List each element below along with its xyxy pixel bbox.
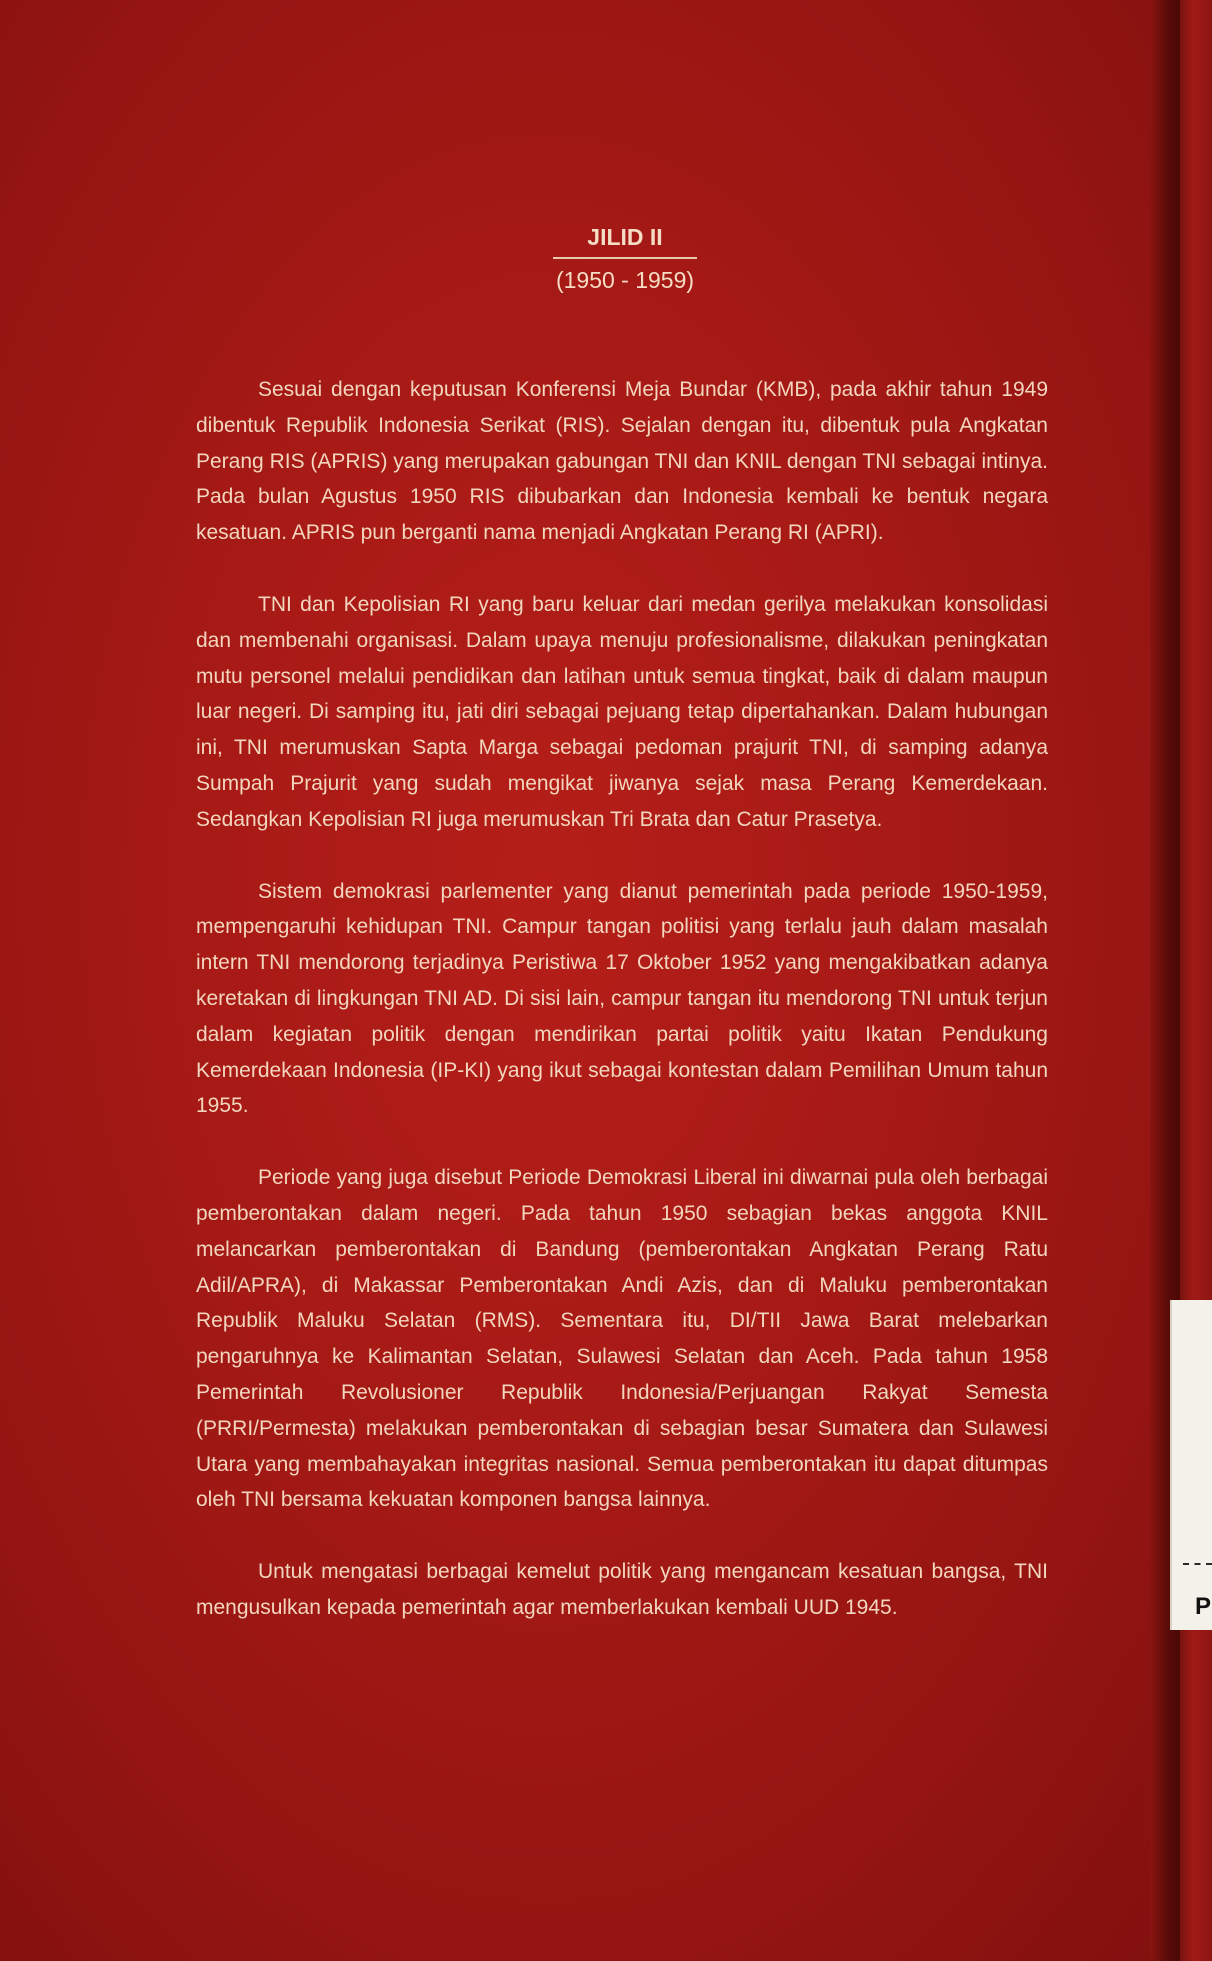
volume-title: JILID II	[587, 224, 663, 250]
paragraph: Sistem demokrasi parlementer yang dianut pemerintah pada periode 1950-1959, mempengaruhi kehidupan TNI. Campur tangan politisi yang terlalu jauh dalam masalah intern TNI mendorong terjadinya Peristiwa 17 Oktober 1952 yang mengakibatkan adanya keretakan di lingkungan TNI AD. Di sisi lain, campur tangan itu mendorong TNI untuk terjun dalam kegiatan politik dengan mendirikan partai politik yaitu Ikatan Pendukung Kemerdekaan Indonesia (IP-KI) yang ikut sebagai kontestan dalam Pemilihan Umum tahun 1955.	[196, 879, 1048, 1118]
volume-header	[545, 222, 705, 295]
page-dashed-line	[1183, 1563, 1212, 1565]
volume-period: (1950 - 1959)	[555, 267, 695, 293]
paragraph: TNI dan Kepolisian RI yang baru keluar dari medan gerilya melakukan konsolidasi dan membenahi organisasi. Dalam upaya menuju profesionalisme, dilakukan peningkatan mutu personel melalui pendidikan dan latihan untuk semua tingkat, baik di dalam maupun luar negeri. Di samping itu, jati diri sebagai pejuang tetap dipertahankan. Dalam hubungan ini, TNI merumuskan Sapta Marga sebagai pedoman prajurit TNI, di samping adanya Sumpah Prajurit yang sudah mengikat jiwanya sejak masa Perang Kemerdekaan. Sedangkan Kepolisian RI juga merumuskan Tri Brata dan Catur Prasetya.	[196, 592, 1048, 831]
protruding-page-letter: P	[1195, 1593, 1212, 1620]
title-underline	[553, 257, 697, 259]
spine-shadow	[1150, 0, 1180, 1961]
paragraph: Periode yang juga disebut Periode Demokrasi Liberal ini diwarnai pula oleh berbagai pemberontakan dalam negeri. Pada tahun 1950 sebagian bekas anggota KNIL melancarkan pemberontakan di Bandung (pemberontakan Angkatan Perang Ratu Adil/APRA), di Makassar Pemberontakan Andi Azis, dan di Maluku pemberontakan Republik Maluku Selatan (RMS). Sementara itu, DI/TII Jawa Barat melebarkan pengaruhnya ke Kalimantan Selatan, Sulawesi Selatan dan Aceh. Pada tahun 1958 Pemerintah Revolusioner Republik Indonesia/Perjuangan Rakyat Semesta (PRRI/Permesta) melakukan pemberontakan di sebagian besar Sumatera dan Sulawesi Utara yang membahayakan integritas nasional. Semua pemberontakan itu dapat ditumpas oleh TNI bersama kekuatan komponen bangsa lainnya.	[196, 1166, 1048, 1512]
protruding-page	[1170, 1300, 1212, 1630]
blurb-text	[196, 372, 1048, 1662]
book-spine-edge	[1180, 0, 1212, 1961]
paragraph: Sesuai dengan keputusan Konferensi Meja Bundar (KMB), pada akhir tahun 1949 dibentuk Republik Indonesia Serikat (RIS). Sejalan dengan itu, dibentuk pula Angkatan Perang RIS (APRIS) yang merupakan gabungan TNI dan KNIL dengan TNI sebagai intinya. Pada bulan Agustus 1950 RIS dibubarkan dan Indonesia kembali ke bentuk negara kesatuan. APRIS pun berganti nama menjadi Angkatan Perang RI (APRI).	[196, 378, 1048, 545]
paragraph: Untuk mengatasi berbagai kemelut politik yang mengancam kesatuan bangsa, TNI mengusulkan kepada pemerintah agar memberlakukan kembali UUD 1945.	[196, 1560, 1048, 1619]
